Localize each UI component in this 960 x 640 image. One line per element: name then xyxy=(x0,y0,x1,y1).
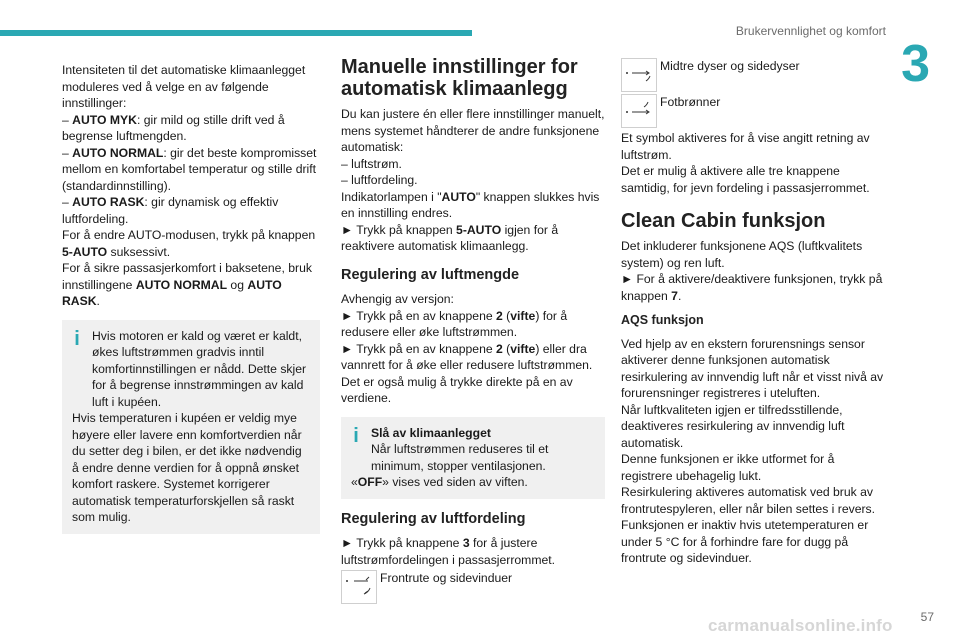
section-title: Clean Cabin funksjon xyxy=(621,210,826,232)
column-2 xyxy=(341,56,605,606)
list-item-normal: – AUTO NORMAL: gir det beste kompromisset mellom en komfortabel temperatur og stille drift (standardinnstilling). xyxy=(62,145,317,193)
list-item: – luftfordeling. xyxy=(341,173,418,187)
footwell-airflow-icon xyxy=(621,94,657,128)
paragraph: Et symbol aktiveres for å vise angitt retning av luftstrøm. xyxy=(621,131,870,162)
step: ► Trykk på en av knappene 2 (vifte) for å redusere eller øke luftstrømmen. xyxy=(341,308,568,339)
info-icon: i xyxy=(74,327,80,350)
step: ► Trykk på knappene 3 for å justere luftstrømfordelingen i passasjerrommet. xyxy=(341,536,556,567)
step: ► Trykk på en av knappene 2 (vifte) eller dra vannrett for å øke eller redusere luftstrømmen. xyxy=(341,341,593,372)
paragraph: Funksjonen er inaktiv hvis utetemperaturen er under 5 °C for å forhindre fare for dugg på frontrute og sidevinduer. xyxy=(621,518,869,565)
vents-airflow-icon xyxy=(621,58,657,92)
paragraph: Resirkulering aktiveres automatisk ved bruk av frontrutespyleren, eller når bilen settes i revers. xyxy=(621,485,876,516)
info-text: Hvis temperaturen i kupéen er veldig mye høyere eller lavere enn komfortverdien når du setter deg i bilen, er det ikke nødvendig å endre denne verdien for å oppnå ønsket komfort raskere. Systemet korrigerer automatisk temperaturforskjellen så raskt som mulig. xyxy=(72,411,302,524)
paragraph: Intensiteten til det automatiske klimaanlegget moduleres ved å velge en av følgende innstillinger: xyxy=(62,63,306,110)
info-text: Når luftstrømmen reduseres til et minimum, stopper ventilasjonen. xyxy=(371,442,549,473)
chapter-number: 3 xyxy=(901,35,930,93)
watermark: carmanualsonline.info xyxy=(708,616,893,635)
header-accent-bar xyxy=(0,30,472,36)
info-box xyxy=(341,417,605,499)
list-item: – luftstrøm. xyxy=(341,156,402,171)
airflow-option-label: Fotbrønner xyxy=(660,95,721,109)
page-number: 57 xyxy=(920,610,934,624)
subsection-title: Regulering av luftfordeling xyxy=(341,510,526,527)
info-box xyxy=(62,320,320,534)
list-item-rask: – AUTO RASK: gir dynamisk og effektiv luftfordeling. xyxy=(62,195,279,226)
paragraph: Når luftkvaliteten igjen er tilfredsstillende, deaktiveres resirkulering av innvendig luft automatisk. xyxy=(621,402,845,450)
airflow-option-label: Midtre dyser og sidedyser xyxy=(660,59,800,73)
column-1 xyxy=(62,62,320,534)
column-3 xyxy=(621,56,889,567)
info-text: «OFF» vises ved siden av viften. xyxy=(351,475,528,489)
airflow-option-footwells xyxy=(621,94,889,128)
paragraph: For å sikre passasjerkomfort i baksetene, bruk innstillingene AUTO NORMAL og AUTO RASK. xyxy=(62,261,312,308)
paragraph: Det inkluderer funksjonene AQS (luftkvalitets system) og ren luft. xyxy=(621,239,863,270)
info-title: Slå av klimaanlegget xyxy=(371,425,491,440)
airflow-option-windscreen xyxy=(341,570,605,604)
paragraph: Du kan justere én eller flere innstillinger manuelt, mens systemet håndterer de andre funksjonene automatisk: xyxy=(341,107,605,154)
paragraph: Det er også mulig å trykke direkte på en av verdiene. xyxy=(341,374,573,405)
header-title: Brukervennlighet og komfort xyxy=(735,24,886,38)
paragraph: Avhengig av versjon: xyxy=(341,292,454,306)
info-icon: i xyxy=(353,424,359,447)
paragraph: Indikatorlampen i "AUTO" knappen slukkes hvis en innstilling endres. xyxy=(341,189,600,220)
list-item-myk: – AUTO MYK: gir mild og stille drift ved å begrense luftmengden. xyxy=(62,112,285,143)
paragraph: For å endre AUTO-modusen, trykk på knappen 5-AUTO suksessivt. xyxy=(62,228,316,259)
airflow-option-label: Frontrute og sidevinduer xyxy=(380,571,513,585)
step: ► For å aktivere/deaktivere funksjonen, trykk på knappen 7. xyxy=(621,272,883,303)
subsection-title: AQS funksjon xyxy=(621,313,704,327)
step: ► Trykk på knappen 5-AUTO igjen for å reaktivere automatisk klimaanlegg. xyxy=(341,222,559,253)
paragraph: Denne funksjonen er ikke utformet for å registrere ubehagelig lukt. xyxy=(621,452,835,483)
paragraph: Det er mulig å aktivere alle tre knappene samtidig, for jevn fordeling i passasjerrommet. xyxy=(621,164,870,195)
airflow-option-vents xyxy=(621,58,889,92)
info-text: Hvis motoren er kald og været er kaldt, økes luftstrømmen gradvis inntil komfortinnstillingen er nådd. Dette skjer for å begrense innstrømmingen av kald luft i kupéen. xyxy=(92,328,307,409)
windscreen-airflow-icon xyxy=(341,570,377,604)
paragraph: Ved hjelp av en ekstern forurensnings sensor aktiverer denne funksjonen automatisk resirkulering av innvendig luft når et visst nivå av forurensninger registreres i uteluften. xyxy=(621,336,884,400)
subsection-title: Regulering av luftmengde xyxy=(341,266,520,283)
section-title: Manuelle innstillinger for automatisk klimaanlegg xyxy=(341,56,578,100)
